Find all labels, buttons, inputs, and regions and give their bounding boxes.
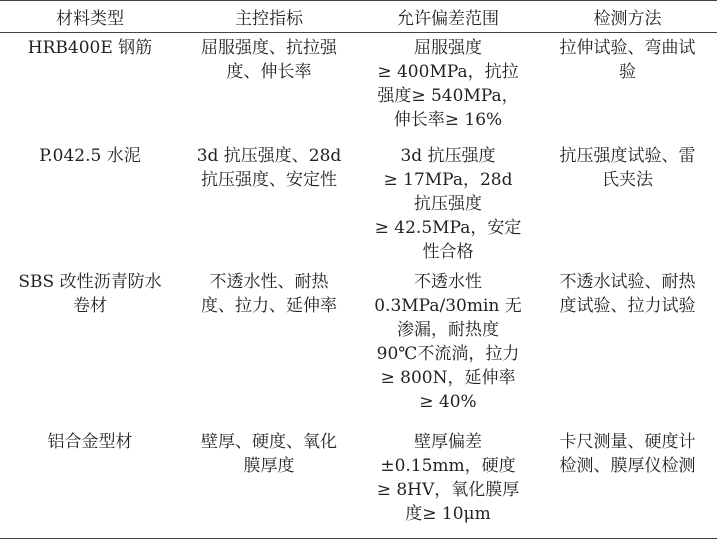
table-row [0, 267, 717, 427]
cell-indicators: 不透水性、耐热 度、拉力、延伸率 [201, 272, 337, 316]
cell-material: HRB400E 钢筋 [27, 38, 153, 58]
cell-indicators: 屈服强度、抗拉强 度、伸长率 [201, 38, 337, 82]
table-header [0, 1, 717, 33]
cell-tolerance: 屈服强度 ≥ 400MPa，抗拉 强度≥ 540MPa， 伸长率≥ 16% [377, 38, 519, 130]
cell-method: 卡尺测量、硬度计 检测、膜厚仪检测 [538, 427, 717, 539]
table-row [0, 33, 717, 142]
header-material-type: 材料类型 [0, 1, 180, 33]
cell-indicators: 壁厚、硬度、氧化 膜厚度 [180, 427, 358, 539]
cell-material: 铝合金型材 [0, 427, 180, 539]
cell-material: P.042.5 水泥 [39, 146, 141, 166]
header-main-indicators: 主控指标 [180, 1, 358, 33]
cell-method: 不透水试验、耐热 度试验、拉力试验 [559, 272, 696, 316]
table-row [0, 427, 717, 539]
cell-indicators: 3d 抗压强度、28d 抗压强度、安定性 [196, 146, 342, 190]
cell-tolerance: 不透水性 0.3MPa/30min 无 渗漏，耐热度 90℃不流淌，拉力 ≥ 800N，延伸率 ≥ 40% [374, 272, 522, 412]
cell-material: SBS 改性沥青防水 卷材 [18, 272, 162, 316]
cell-method: 抗压强度试验、雷 氏夹法 [559, 146, 696, 190]
table-body [0, 33, 717, 539]
cell-method: 拉伸试验、弯曲试 验 [559, 38, 696, 82]
cell-tolerance: 壁厚偏差 ±0.15mm，硬度 ≥ 8HV，氧化膜厚 度≥ 10μm [358, 427, 538, 539]
header-tolerance-range: 允许偏差范围 [358, 1, 538, 33]
table-row [0, 141, 717, 267]
header-test-method: 检测方法 [538, 1, 717, 33]
cell-tolerance: 3d 抗压强度 ≥ 17MPa，28d 抗压强度 ≥ 42.5MPa，安定 性合格 [374, 146, 522, 262]
header-row [0, 1, 717, 33]
